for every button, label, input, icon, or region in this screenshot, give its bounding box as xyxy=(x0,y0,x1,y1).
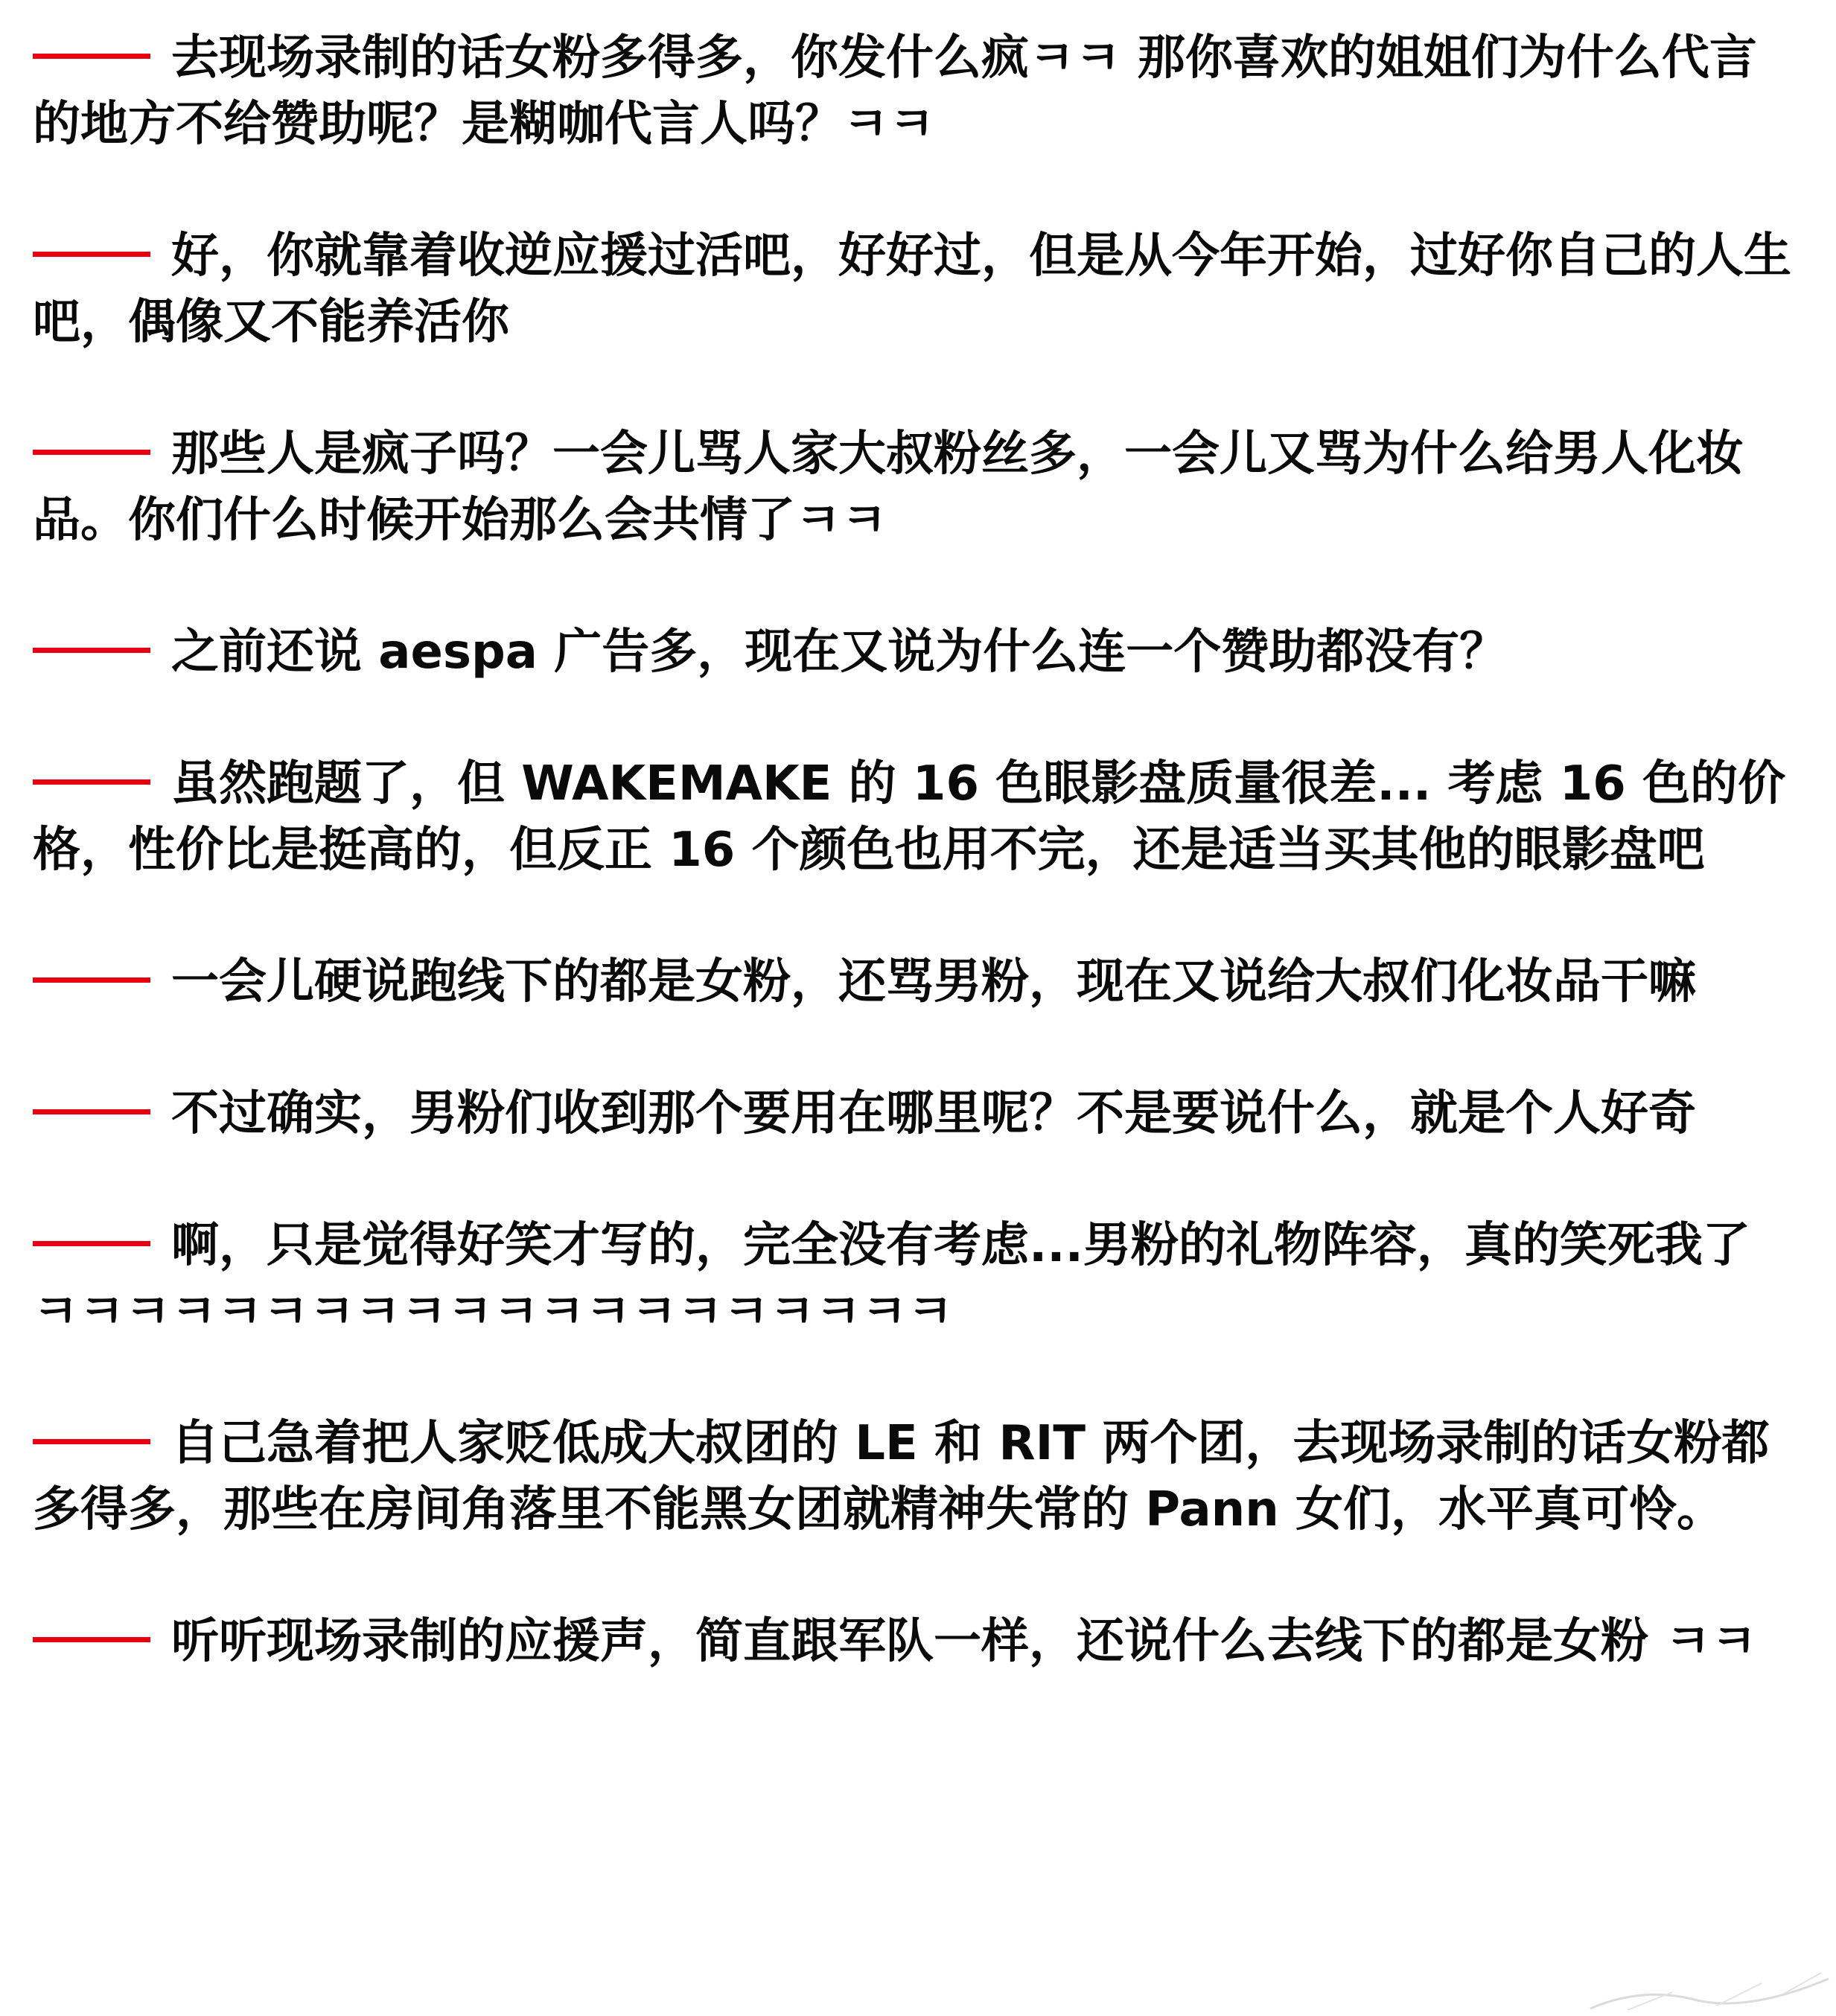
red-dash-marker xyxy=(33,779,150,785)
comment-10 xyxy=(33,1609,1803,1675)
red-dash-marker xyxy=(33,1439,150,1444)
comment-text: 听听现场录制的应援声，简直跟军队一样，还说什么去线下的都是女粉 ㅋㅋ xyxy=(171,1614,1757,1669)
comment-5 xyxy=(33,751,1803,884)
red-dash-marker xyxy=(33,1241,150,1246)
red-dash-marker xyxy=(33,450,150,455)
watermark-graphic xyxy=(1583,1956,1836,2016)
comment-text: 自己急着把人家贬低成大叔团的 LE 和 RIT 两个团，去现场录制的话女粉都多得多，那些在房间角落里不能黑女团就精神失常的 Pann 女们，水平真可怜。 xyxy=(33,1416,1770,1537)
comment-1 xyxy=(33,25,1803,158)
comment-text: 那些人是疯子吗？一会儿骂人家大叔粉丝多，一会儿又骂为什么给男人化妆品。你们什么时候开始那么会共情了ㅋㅋ xyxy=(33,427,1744,548)
comment-3 xyxy=(33,421,1803,554)
comment-9 xyxy=(33,1411,1803,1543)
red-dash-marker xyxy=(33,54,150,59)
comment-text: 去现场录制的话女粉多得多，你发什么疯ㅋㅋ 那你喜欢的姐姐们为什么代言的地方不给赞助呢？是糊咖代言人吗？ㅋㅋ xyxy=(33,31,1757,152)
red-dash-marker xyxy=(33,648,150,653)
red-dash-marker xyxy=(33,252,150,257)
red-dash-marker xyxy=(33,1109,150,1114)
comment-text: 好，你就靠着收逆应援过活吧，好好过，但是从今年开始，过好你自己的人生吧，偶像又不能养活你 xyxy=(33,229,1791,350)
comment-2 xyxy=(33,223,1803,356)
comment-text: 啊，只是觉得好笑才写的，完全没有考虑...男粉的礼物阵容，真的笑死我了 ㅋㅋㅋㅋㅋㅋㅋㅋㅋㅋㅋㅋㅋㅋㅋㅋㅋㅋㅋㅋ xyxy=(33,1218,1750,1339)
comment-7 xyxy=(33,1081,1803,1147)
red-dash-marker xyxy=(33,977,150,983)
comment-text: 之前还说 aespa 广告多，现在又说为什么连一个赞助都没有？ xyxy=(171,625,1508,680)
red-dash-marker xyxy=(33,1637,150,1642)
comment-6 xyxy=(33,949,1803,1015)
comment-8 xyxy=(33,1213,1803,1345)
comment-text: 一会儿硬说跑线下的都是女粉，还骂男粉，现在又说给大叔们化妆品干嘛 xyxy=(171,954,1696,1009)
comment-text: 虽然跑题了，但 WAKEMAKE 的 16 色眼影盘质量很差... 考虑 16 色的价格，性价比是挺高的，但反正 16 个颜色也用不完，还是适当买其他的眼影盘吧 xyxy=(33,756,1786,878)
comment-text: 不过确实，男粉们收到那个要用在哪里呢？不是要说什么，就是个人好奇 xyxy=(171,1086,1696,1141)
comment-4 xyxy=(33,619,1803,686)
